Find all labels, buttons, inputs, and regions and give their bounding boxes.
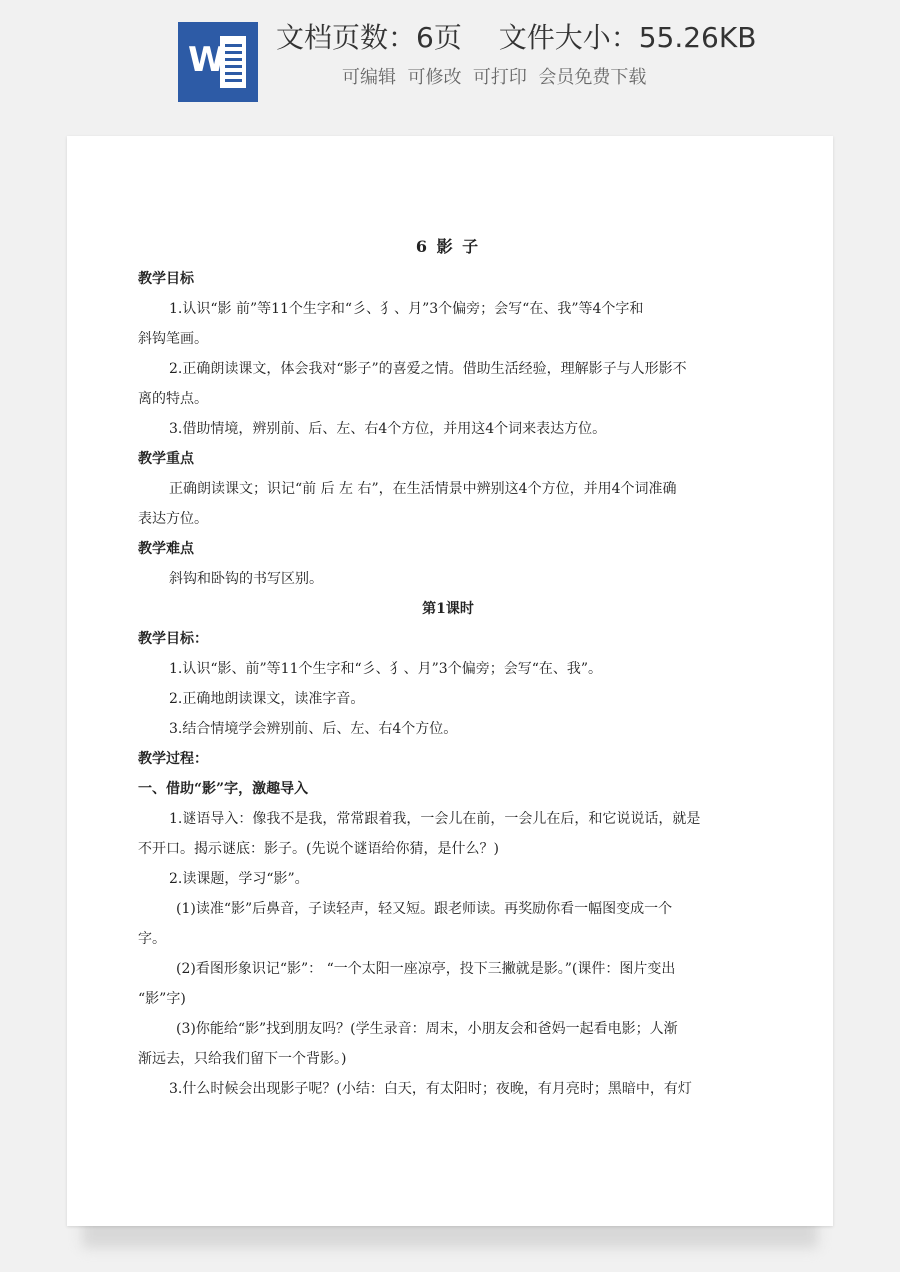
continuation-line: “影”字) — [138, 991, 186, 1007]
document-body — [138, 264, 758, 1104]
sub-item-line: (3)你能给“影”找到朋友吗？(学生录音：周末，小朋友会和爸妈一起看电影；人渐 — [176, 1021, 678, 1037]
continuation-line: 离的特点。 — [138, 391, 208, 407]
continuation-line: 字。 — [138, 931, 166, 947]
continuation-line: 表达方位。 — [138, 511, 208, 527]
paragraph-line: 正确朗读课文；识记“前 后 左 右”，在生活情景中辨别这4个方位，并用4个词准确 — [169, 481, 677, 497]
paragraph-line: 2.正确地朗读课文，读准字音。 — [169, 691, 365, 707]
document-content — [138, 232, 758, 1104]
paragraph-line: 斜钩和卧钩的书写区别。 — [169, 571, 323, 587]
document-title: 6 影 子 — [415, 237, 481, 256]
continuation-line: 斜钩笔画。 — [138, 331, 208, 347]
paragraph-line: 3.什么时候会出现影子呢？(小结：白天，有太阳时；夜晚，有月亮时；黑暗中，有灯 — [169, 1081, 692, 1097]
section-heading: 教学目标： — [138, 631, 208, 647]
section-heading: 教学重点 — [138, 451, 194, 467]
continuation-line: 渐远去，只给我们留下一个背影。) — [138, 1051, 347, 1067]
file-info-title: 文档页数：6页 文件大小：55.26KB — [276, 21, 757, 54]
paragraph-line: 2.读课题，学习“影”。 — [169, 871, 309, 887]
sub-item-line: (1)读准“影”后鼻音，子读轻声，轻又短。跟老师读。再奖励你看一幅图变成一个 — [176, 901, 673, 917]
section-heading: 教学目标 — [138, 271, 194, 287]
paragraph-line: 2.正确朗读课文，体会我对“影子”的喜爱之情。借助生活经验，理解影子与人形影不 — [169, 361, 687, 377]
sub-item-line: (2)看图形象识记“影”： “一个太阳一座凉亭，投下三撇就是影。”(课件：图片变出 — [176, 961, 676, 977]
paragraph-line: 1.谜语导入：像我不是我，常常跟着我，一会儿在前，一会儿在后，和它说说话，就是 — [169, 811, 701, 827]
section-heading: 教学过程： — [138, 751, 208, 767]
paragraph-line: 3.借助情境，辨别前、后、左、右4个方位，并用这4个词来表达方位。 — [169, 421, 607, 437]
paragraph-line: 1.认识“影 前”等11个生字和“彡、犭、月”3个偏旁；会写“在、我”等4个字和 — [169, 301, 644, 317]
paragraph-line: 3.结合情境学会辨别前、后、左、右4个方位。 — [169, 721, 458, 737]
document-page — [67, 136, 833, 1226]
document-info-banner — [0, 0, 900, 120]
section-heading: 教学难点 — [138, 541, 194, 557]
lesson-heading: 第1课时 — [422, 601, 474, 617]
word-letter-w: W — [188, 40, 226, 80]
file-features-subtitle: 可编辑 可修改 可打印 会员免费下载 — [342, 67, 647, 88]
section-heading: 一、借助“影”字，激趣导入 — [138, 781, 309, 797]
continuation-line: 不开口。揭示谜底：影子。(先说个谜语给你猜，是什么？) — [138, 841, 499, 857]
paragraph-line: 1.认识“影、前”等11个生字和“彡、犭、月”3个偏旁；会写“在、我”。 — [169, 661, 603, 677]
word-document-icon — [178, 22, 258, 102]
